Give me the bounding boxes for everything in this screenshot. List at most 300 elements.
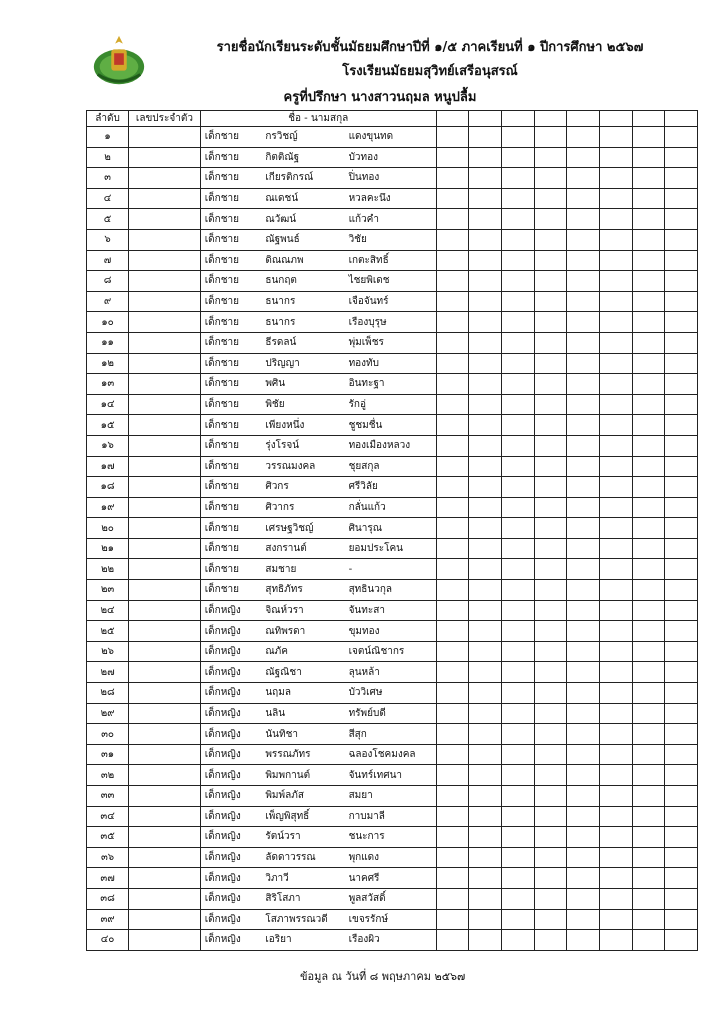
first-name: วรรณมงคล [261,456,344,477]
blank-cell [469,127,502,148]
blank-cell [665,271,698,292]
gender-prefix: เด็กชาย [200,291,261,312]
blank-cell [665,250,698,271]
blank-cell [665,374,698,395]
gender-prefix: เด็กชาย [200,147,261,168]
blank-cell [436,909,469,930]
blank-cell [436,497,469,518]
blank-cell [502,909,535,930]
last-name: กลั่นแก้ว [345,497,437,518]
blank-cell [567,415,600,436]
row-number: ๓๙ [87,909,129,930]
gender-prefix: เด็กชาย [200,394,261,415]
blank-cell [534,127,567,148]
blank-cell [599,415,632,436]
blank-cell [469,374,502,395]
blank-cell [665,147,698,168]
blank-cell [436,415,469,436]
blank-cell [534,868,567,889]
blank-cell [599,168,632,189]
blank-cell [567,209,600,230]
blank-cell [599,497,632,518]
first-name: นฤมล [261,683,344,704]
student-id-cell [129,847,201,868]
table-row [87,909,698,930]
first-name: รัตน์วรา [261,827,344,848]
blank-cell [534,394,567,415]
blank-cell [632,888,665,909]
blank-cell [436,621,469,642]
first-name: เอริยา [261,930,344,951]
school-name: โรงเรียนมัธยมสุวิทย์เสรีอนุสรณ์ [342,64,518,79]
first-name: สุทธิภัทร [261,580,344,601]
blank-cell [632,847,665,868]
blank-cell [534,456,567,477]
blank-cell [534,786,567,807]
first-name: นลิน [261,703,344,724]
student-id-cell [129,827,201,848]
blank-cell [599,600,632,621]
blank-cell [665,909,698,930]
table-row [87,312,698,333]
row-number: ๒๔ [87,600,129,621]
student-id-cell [129,394,201,415]
row-number: ๓๒ [87,765,129,786]
blank-cell [469,868,502,889]
blank-cell [436,250,469,271]
gender-prefix: เด็กชาย [200,271,261,292]
header-blank [632,111,665,127]
table-row [87,332,698,353]
blank-cell [534,641,567,662]
blank-cell [599,806,632,827]
blank-cell [469,456,502,477]
blank-cell [665,930,698,951]
blank-cell [665,229,698,250]
blank-cell [632,580,665,601]
last-name: หวลคะนึง [345,188,437,209]
advisor-name: ครูที่ปรึกษา นางสาวนฤมล หนูปลื้ม [283,90,477,105]
blank-cell [599,291,632,312]
header-id: เลขประจำตัว [129,111,201,127]
blank-cell [436,765,469,786]
table-row [87,168,698,189]
first-name: ศิวกร [261,477,344,498]
blank-cell [567,662,600,683]
blank-cell [436,271,469,292]
blank-cell [469,538,502,559]
last-name: พูลสวัสดิ์ [345,888,437,909]
blank-cell [665,168,698,189]
blank-cell [534,930,567,951]
blank-cell [567,744,600,765]
gender-prefix: เด็กชาย [200,229,261,250]
blank-cell [469,580,502,601]
blank-cell [567,477,600,498]
row-number: ๓๑ [87,744,129,765]
blank-cell [534,477,567,498]
header-blank [436,111,469,127]
blank-cell [665,600,698,621]
blank-cell [567,786,600,807]
blank-cell [567,332,600,353]
blank-cell [502,724,535,745]
table-row [87,497,698,518]
last-name: บัวทอง [345,147,437,168]
gender-prefix: เด็กชาย [200,127,261,148]
blank-cell [567,868,600,889]
blank-cell [436,147,469,168]
last-name: ทองเมืองหลวง [345,435,437,456]
first-name: เพียงหนึ่ง [261,415,344,436]
gender-prefix: เด็กชาย [200,580,261,601]
blank-cell [665,312,698,333]
blank-cell [567,806,600,827]
blank-cell [436,744,469,765]
blank-cell [534,518,567,539]
table-row [87,765,698,786]
gender-prefix: เด็กชาย [200,332,261,353]
blank-cell [502,559,535,580]
blank-cell [599,683,632,704]
blank-cell [567,888,600,909]
blank-cell [665,786,698,807]
table-row [87,744,698,765]
data-date-footer: ข้อมูล ณ วันที่ ๘ พฤษภาคม ๒๕๖๗ [300,970,466,983]
first-name: ปริญญา [261,353,344,374]
table-row [87,827,698,848]
blank-cell [632,621,665,642]
first-name: สิริโสภา [261,888,344,909]
blank-cell [599,209,632,230]
blank-cell [599,909,632,930]
blank-cell [665,765,698,786]
blank-cell [469,229,502,250]
blank-cell [665,518,698,539]
blank-cell [502,703,535,724]
blank-cell [436,332,469,353]
student-id-cell [129,538,201,559]
blank-cell [534,209,567,230]
blank-cell [502,621,535,642]
student-id-cell [129,353,201,374]
row-number: ๓๗ [87,868,129,889]
last-name: ทรัพย์บดี [345,703,437,724]
last-name: พุ่มเพ็ชร [345,332,437,353]
blank-cell [436,477,469,498]
blank-cell [665,621,698,642]
row-number: ๕ [87,209,129,230]
blank-cell [502,271,535,292]
blank-cell [599,724,632,745]
blank-cell [665,291,698,312]
row-number: ๒๑ [87,538,129,559]
blank-cell [665,847,698,868]
row-number: ๖ [87,229,129,250]
blank-cell [534,744,567,765]
blank-cell [599,703,632,724]
blank-cell [632,229,665,250]
blank-cell [567,683,600,704]
blank-cell [534,250,567,271]
student-id-cell [129,127,201,148]
blank-cell [567,127,600,148]
last-name: บัววิเศษ [345,683,437,704]
blank-cell [502,765,535,786]
blank-cell [567,765,600,786]
header-name: ชื่อ - นามสกุล [200,111,436,127]
first-name: กิตติณัฐ [261,147,344,168]
blank-cell [469,806,502,827]
blank-cell [599,641,632,662]
blank-cell [567,580,600,601]
first-name: เกียรติกรณ์ [261,168,344,189]
blank-cell [632,538,665,559]
blank-cell [665,353,698,374]
gender-prefix: เด็กชาย [200,209,261,230]
header-blank [469,111,502,127]
student-id-cell [129,559,201,580]
blank-cell [502,683,535,704]
blank-cell [502,435,535,456]
blank-cell [534,147,567,168]
blank-cell [599,888,632,909]
student-id-cell [129,168,201,189]
student-id-cell [129,188,201,209]
blank-cell [567,827,600,848]
first-name: ณัฐพนธ์ [261,229,344,250]
blank-cell [502,456,535,477]
blank-cell [534,374,567,395]
blank-cell [534,683,567,704]
table-row [87,806,698,827]
gender-prefix: เด็กหญิง [200,621,261,642]
blank-cell [567,724,600,745]
blank-cell [469,641,502,662]
blank-cell [436,312,469,333]
blank-cell [436,127,469,148]
table-row [87,291,698,312]
blank-cell [469,353,502,374]
blank-cell [567,538,600,559]
blank-cell [534,415,567,436]
row-number: ๔ [87,188,129,209]
blank-cell [665,127,698,148]
blank-cell [567,147,600,168]
student-id-cell [129,435,201,456]
blank-cell [665,538,698,559]
blank-cell [436,827,469,848]
student-id-cell [129,909,201,930]
blank-cell [436,559,469,580]
blank-cell [567,930,600,951]
row-number: ๓๖ [87,847,129,868]
blank-cell [436,580,469,601]
row-number: ๓๐ [87,724,129,745]
row-number: ๒๗ [87,662,129,683]
table-row [87,229,698,250]
blank-cell [632,744,665,765]
table-row [87,518,698,539]
student-id-cell [129,374,201,395]
blank-cell [502,662,535,683]
blank-cell [599,374,632,395]
last-name: รักอู่ [345,394,437,415]
gender-prefix: เด็กหญิง [200,847,261,868]
blank-cell [665,332,698,353]
student-id-cell [129,477,201,498]
blank-cell [632,435,665,456]
blank-cell [502,538,535,559]
blank-cell [502,477,535,498]
blank-cell [599,559,632,580]
blank-cell [469,621,502,642]
table-row [87,868,698,889]
blank-cell [534,662,567,683]
blank-cell [665,435,698,456]
blank-cell [599,930,632,951]
first-name: รุ่งโรจน์ [261,435,344,456]
blank-cell [665,662,698,683]
student-id-cell [129,415,201,436]
row-number: ๒๙ [87,703,129,724]
blank-cell [436,888,469,909]
blank-cell [632,559,665,580]
row-number: ๑๒ [87,353,129,374]
student-id-cell [129,683,201,704]
blank-cell [436,600,469,621]
first-name: ณภัค [261,641,344,662]
blank-cell [632,312,665,333]
student-id-cell [129,765,201,786]
blank-cell [567,435,600,456]
blank-cell [469,662,502,683]
blank-cell [599,786,632,807]
first-name: สงกรานต์ [261,538,344,559]
blank-cell [599,127,632,148]
blank-cell [632,909,665,930]
first-name: ธนากร [261,291,344,312]
blank-cell [534,806,567,827]
first-name: สมชาย [261,559,344,580]
blank-cell [599,538,632,559]
table-row [87,538,698,559]
last-name: เขจรรักษ์ [345,909,437,930]
first-name: พิชัย [261,394,344,415]
header-blank [599,111,632,127]
blank-cell [599,847,632,868]
blank-cell [567,456,600,477]
gender-prefix: เด็กหญิง [200,888,261,909]
gender-prefix: เด็กหญิง [200,930,261,951]
row-number: ๒๓ [87,580,129,601]
blank-cell [502,888,535,909]
blank-cell [502,127,535,148]
last-name: ยอมประโคน [345,538,437,559]
blank-cell [534,538,567,559]
student-id-cell [129,888,201,909]
row-number: ๑๙ [87,497,129,518]
blank-cell [502,930,535,951]
blank-cell [469,600,502,621]
blank-cell [436,806,469,827]
first-name: ณเดชน์ [261,188,344,209]
first-name: ณทิพรดา [261,621,344,642]
blank-cell [567,497,600,518]
blank-cell [567,188,600,209]
blank-cell [599,621,632,642]
blank-cell [567,250,600,271]
header-blank [567,111,600,127]
blank-cell [665,209,698,230]
blank-cell [665,703,698,724]
first-name: พศิน [261,374,344,395]
blank-cell [502,827,535,848]
student-id-cell [129,641,201,662]
gender-prefix: เด็กหญิง [200,703,261,724]
last-name: ฉลองโชคมงคล [345,744,437,765]
blank-cell [534,909,567,930]
blank-cell [436,868,469,889]
blank-cell [665,744,698,765]
first-name: จิณห์วรา [261,600,344,621]
first-name: ณวัฒน์ [261,209,344,230]
table-row [87,703,698,724]
last-name: กาบมาลี [345,806,437,827]
last-name: ชูชมชื่น [345,415,437,436]
blank-cell [534,332,567,353]
blank-cell [534,827,567,848]
first-name: วิภาวี [261,868,344,889]
blank-cell [632,456,665,477]
student-id-cell [129,662,201,683]
table-row [87,580,698,601]
blank-cell [665,188,698,209]
blank-cell [436,538,469,559]
row-number: ๓๓ [87,786,129,807]
blank-cell [567,291,600,312]
blank-cell [599,744,632,765]
blank-cell [502,353,535,374]
blank-cell [567,374,600,395]
blank-cell [632,600,665,621]
table-row [87,456,698,477]
blank-cell [599,271,632,292]
table-row [87,147,698,168]
first-name: ธนากร [261,312,344,333]
row-number: ๑๓ [87,374,129,395]
last-name: วิชัย [345,229,437,250]
table-row [87,641,698,662]
blank-cell [534,559,567,580]
blank-cell [599,456,632,477]
blank-cell [665,497,698,518]
row-number: ๒๕ [87,621,129,642]
roster-body [87,127,698,951]
blank-cell [599,662,632,683]
last-name: เรืองผิว [345,930,437,951]
first-name: เพ็ญพิสุทธิ์ [261,806,344,827]
blank-cell [567,847,600,868]
blank-cell [632,415,665,436]
blank-cell [632,353,665,374]
blank-cell [534,888,567,909]
gender-prefix: เด็กชาย [200,435,261,456]
row-number: ๒๖ [87,641,129,662]
table-row [87,477,698,498]
student-id-cell [129,250,201,271]
student-id-cell [129,518,201,539]
